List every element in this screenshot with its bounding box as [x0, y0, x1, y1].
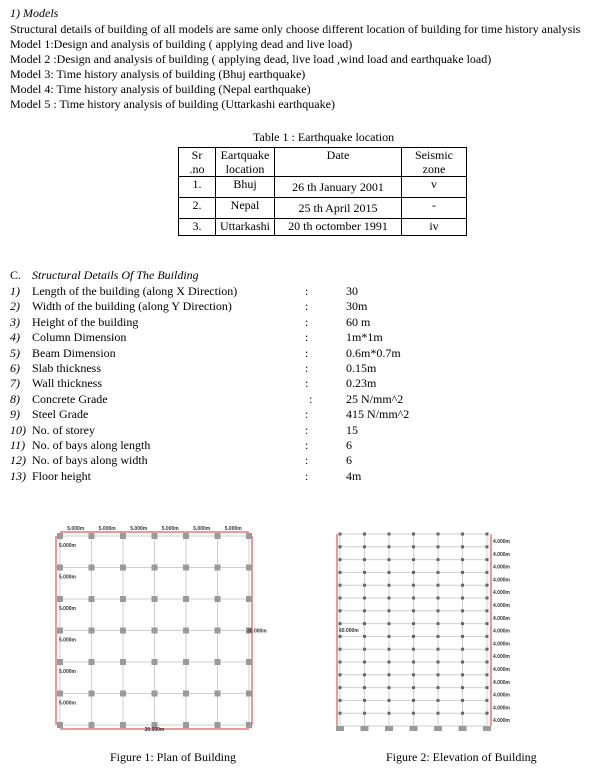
elevation-node [461, 699, 464, 702]
plan-column-node [215, 628, 221, 634]
elevation-node [461, 635, 464, 638]
detail-separator: : [305, 330, 309, 345]
elevation-dimension-label: 4.000m [493, 615, 510, 622]
model-item: Model 4: Time history analysis of building (Nepal earthquake) [10, 82, 311, 96]
elevation-dimension-label: 4.000m [493, 692, 510, 699]
elevation-node [339, 661, 342, 664]
table-row [179, 198, 467, 219]
table-header-row [179, 148, 467, 177]
plan-column-node [89, 691, 95, 697]
elevation-node [437, 584, 440, 587]
table-cell: Bhuj [216, 177, 275, 198]
detail-label: No. of bays along width [32, 453, 148, 468]
header-cell: Eartquake location [216, 148, 275, 177]
elevation-node [486, 533, 489, 536]
elevation-dimension-label: 4.000m [493, 667, 510, 673]
detail-value: 6 [346, 438, 352, 452]
detail-separator: : [309, 391, 313, 406]
elevation-node [388, 558, 391, 561]
detail-number: 13) [10, 468, 26, 483]
elevation-node [412, 673, 415, 676]
elevation-dimension-label: 4.000m [493, 539, 510, 545]
detail-label: Column Dimension [32, 330, 127, 345]
elevation-node [339, 635, 342, 638]
elevation-node [363, 635, 366, 638]
header-cell: Date [275, 148, 402, 177]
elevation-node [388, 673, 391, 676]
elevation-node [486, 622, 489, 625]
detail-number: 4) [10, 330, 20, 345]
elevation-node [461, 571, 464, 574]
elevation-node [339, 699, 342, 702]
detail-number: 10) [10, 422, 26, 437]
elevation-dimension-label: 4.000m [493, 679, 510, 686]
elevation-dimension-label: 4.000m [493, 705, 510, 712]
plan-dimension-label: 5.000m [59, 637, 76, 644]
header-cell: Sr .no [179, 148, 216, 177]
elevation-node [437, 648, 440, 651]
elevation-node [412, 597, 415, 600]
plan-column-node [89, 596, 95, 602]
plan-dimension-label: 5.000m [59, 669, 76, 675]
table-cell: 2. [179, 198, 216, 219]
plan-column-node [152, 565, 158, 571]
plan-column-node [183, 659, 189, 665]
elevation-node [461, 648, 464, 651]
plan-figure [52, 526, 267, 738]
detail-label: Height of the building [32, 314, 139, 329]
table-cell: - [402, 198, 467, 219]
elevation-node [412, 571, 415, 574]
elevation-node [363, 686, 366, 689]
plan-column-node [57, 628, 63, 634]
detail-label: Wall thickness [32, 376, 103, 391]
elevation-node [339, 571, 342, 574]
elevation-node [363, 673, 366, 676]
elevation-node [363, 699, 366, 702]
detail-number: 2) [10, 299, 20, 314]
plan-column-node [183, 596, 189, 602]
detail-separator: : [305, 361, 309, 375]
plan-column-node [246, 691, 252, 697]
detail-label: No. of storey [32, 422, 95, 437]
detail-label: Width of the building (along Y Direction) [32, 299, 232, 314]
elevation-dimension-label: 4.000m [493, 628, 510, 635]
elevation-node [412, 622, 415, 625]
elevation-node [339, 622, 342, 625]
detail-value: 30m [346, 299, 368, 314]
detail-label: Steel Grade [32, 407, 89, 422]
elevation-node [437, 686, 440, 689]
detail-separator: : [305, 299, 309, 314]
structural-heading: C. Structural Details Of The Building [10, 268, 199, 282]
elevation-node [339, 545, 342, 548]
plan-column-node [152, 628, 158, 634]
elevation-node [388, 712, 391, 715]
elevation-node [388, 686, 391, 689]
detail-label: Length of the building (along X Direction) [32, 284, 238, 298]
support-icon [410, 726, 418, 731]
plan-column-node [246, 659, 252, 665]
plan-column-node [57, 565, 63, 571]
elevation-node [339, 558, 342, 561]
detail-value: 0.23m [346, 376, 377, 391]
elevation-node [412, 635, 415, 638]
elevation-node [339, 597, 342, 600]
elevation-node [388, 622, 391, 625]
elevation-node [486, 609, 489, 612]
elevation-node [388, 584, 391, 587]
detail-separator: : [305, 422, 309, 437]
elevation-node [363, 597, 366, 600]
plan-column-node [246, 596, 252, 602]
plan-dimension-label: 5.000m [130, 526, 148, 532]
elevation-node [388, 661, 391, 664]
elevation-node [363, 533, 366, 536]
plan-column-node [120, 722, 126, 728]
elevation-node [412, 609, 415, 612]
elevation-node [412, 712, 415, 715]
table-cell: 25 th April 2015 [275, 198, 402, 219]
elevation-node [461, 661, 464, 664]
elevation-node [437, 609, 440, 612]
plan-column-node [215, 659, 221, 665]
detail-separator: : [305, 407, 309, 422]
detail-separator: : [305, 376, 309, 391]
figure2-caption: Figure 2: Elevation of Building [386, 750, 537, 764]
elevation-node [486, 558, 489, 561]
elevation-node [461, 584, 464, 587]
earthquake-table [178, 147, 467, 236]
plan-column-node [246, 533, 252, 539]
elevation-node [437, 622, 440, 625]
detail-number: 9) [10, 407, 20, 422]
plan-column-node [215, 691, 221, 697]
elevation-node [339, 686, 342, 689]
detail-value: 4m [346, 468, 362, 483]
detail-value: 0.15m [346, 361, 377, 375]
detail-separator: : [305, 453, 309, 468]
elevation-node [412, 558, 415, 561]
detail-number: 11) [10, 438, 26, 452]
models-intro: Structural details of building of all models are same only choose different location of building for time history analysis [10, 22, 581, 36]
plan-column-node [246, 722, 252, 728]
detail-label: No. of bays along length [32, 438, 151, 452]
plan-dimension-label: 30.000m [144, 727, 165, 733]
elevation-node [437, 571, 440, 574]
elevation-node [388, 571, 391, 574]
elevation-node [363, 584, 366, 587]
elevation-node [437, 635, 440, 638]
detail-number: 5) [10, 345, 20, 360]
plan-column-node [183, 533, 189, 539]
elevation-dimension-label: 4.000m [493, 564, 510, 571]
elevation-node [461, 712, 464, 715]
detail-number: 7) [10, 376, 20, 391]
support-icon [336, 726, 344, 731]
elevation-node [412, 533, 415, 536]
elevation-node [363, 558, 366, 561]
elevation-node [388, 648, 391, 651]
plan-column-node [152, 533, 158, 539]
plan-column-node [183, 691, 189, 697]
detail-value: 1m*1m [346, 330, 383, 345]
plan-column-node [120, 565, 126, 571]
detail-label: Concrete Grade [32, 391, 108, 406]
detail-label: Slab thickness [32, 361, 101, 375]
support-icon [459, 726, 467, 731]
elevation-node [363, 545, 366, 548]
detail-separator: : [305, 284, 309, 298]
plan-column-node [89, 533, 95, 539]
figure1-caption: Figure 1: Plan of Building [110, 750, 236, 764]
detail-value: 15 [346, 422, 358, 437]
detail-value: 415 N/mm^2 [346, 407, 410, 422]
plan-column-node [120, 596, 126, 602]
detail-value: 30 [346, 284, 358, 298]
detail-separator: : [305, 345, 309, 360]
table-cell: iv [402, 219, 467, 236]
detail-separator: : [305, 314, 309, 329]
table-cell: Nepal [216, 198, 275, 219]
detail-separator: : [305, 468, 309, 483]
elevation-node [388, 635, 391, 638]
plan-column-node [246, 565, 252, 571]
elevation-node [486, 571, 489, 574]
support-icon [483, 726, 491, 731]
elevation-node [412, 648, 415, 651]
elevation-node [339, 609, 342, 612]
plan-dimension-label: 5.000m [161, 526, 179, 532]
elevation-node [437, 712, 440, 715]
elevation-node [486, 545, 489, 548]
elevation-node [486, 673, 489, 676]
detail-number: 8) [10, 391, 20, 406]
plan-dimension-label: 5.000m [224, 526, 242, 532]
plan-column-node [57, 722, 63, 728]
elevation-node [461, 597, 464, 600]
elevation-node [339, 533, 342, 536]
detail-number: 12) [10, 453, 26, 468]
plan-column-node [57, 533, 63, 539]
elevation-node [461, 533, 464, 536]
plan-dimension-label: 30.000m [247, 628, 267, 635]
model-item: Model 1:Design and analysis of building ( applying dead and live load) [10, 37, 353, 51]
elevation-node [461, 622, 464, 625]
table-cell: 26 th January 2001 [275, 177, 402, 198]
support-icon [361, 726, 369, 731]
plan-column-node [215, 565, 221, 571]
elevation-dimension-label: 4.000m [493, 603, 510, 609]
model-item: Model 5 : Time history analysis of building (Uttarkashi earthquake) [10, 97, 335, 111]
elevation-node [363, 648, 366, 651]
elevation-node [388, 699, 391, 702]
plan-column-node [120, 659, 126, 665]
elevation-node [486, 712, 489, 715]
plan-dimension-label: 5.000m [193, 526, 211, 532]
plan-column-node [57, 691, 63, 697]
elevation-node [461, 558, 464, 561]
elevation-node [339, 712, 342, 715]
detail-number: 1) [10, 284, 20, 298]
elevation-node [486, 661, 489, 664]
detail-label: Floor height [32, 468, 91, 483]
elevation-node [486, 686, 489, 689]
elevation-node [363, 609, 366, 612]
detail-label: Beam Dimension [32, 345, 116, 360]
elevation-node [339, 584, 342, 587]
plan-column-node [120, 691, 126, 697]
elevation-node [486, 584, 489, 587]
plan-dimension-label: 5.000m [59, 606, 76, 612]
elevation-node [388, 533, 391, 536]
plan-column-node [89, 628, 95, 634]
plan-column-node [152, 691, 158, 697]
elevation-node [388, 597, 391, 600]
plan-column-node [152, 596, 158, 602]
detail-separator: : [305, 438, 309, 452]
detail-number: 6) [10, 361, 20, 375]
table-row [179, 177, 467, 198]
elevation-node [461, 609, 464, 612]
elevation-node [412, 699, 415, 702]
table-row [179, 219, 467, 236]
plan-column-node [120, 628, 126, 634]
plan-column-node [57, 596, 63, 602]
elevation-node [388, 545, 391, 548]
elevation-node [363, 712, 366, 715]
models-heading: 1) Models [10, 6, 59, 20]
elevation-node [486, 699, 489, 702]
detail-value: 0.6m*0.7m [346, 345, 401, 360]
elevation-node [412, 545, 415, 548]
elevation-dimension-label: 60.000m [339, 628, 359, 634]
plan-column-node [183, 565, 189, 571]
detail-value: 60 m [346, 314, 371, 329]
plan-dimension-label: 5.000m [67, 526, 85, 532]
table-cell: Uttarkashi [216, 219, 275, 236]
plan-column-node [89, 659, 95, 665]
plan-column-node [57, 659, 63, 665]
elevation-node [412, 584, 415, 587]
elevation-dimension-label: 4.000m [493, 654, 510, 661]
model-item: Model 2 :Design and analysis of building ( applying dead, live load ,wind load and earthquake load) [10, 52, 492, 66]
elevation-node [486, 648, 489, 651]
plan-column-node [215, 533, 221, 539]
table-cell: 20 th octomber 1991 [275, 219, 402, 236]
plan-column-node [89, 722, 95, 728]
table-cell: 3. [179, 219, 216, 236]
elevation-node [486, 597, 489, 600]
detail-value: 6 [346, 453, 352, 468]
elevation-node [363, 622, 366, 625]
plan-column-node [120, 533, 126, 539]
header-cell: Seismic zone [402, 148, 467, 177]
elevation-node [412, 661, 415, 664]
elevation-node [437, 533, 440, 536]
elevation-node [437, 545, 440, 548]
support-icon [385, 726, 393, 731]
plan-drawing [52, 526, 267, 738]
elevation-node [461, 545, 464, 548]
plan-column-node [183, 628, 189, 634]
model-item: Model 3: Time history analysis of building (Bhuj earthquake) [10, 67, 306, 81]
elevation-drawing [332, 526, 532, 738]
plan-dimension-label: 5.000m [59, 700, 76, 707]
plan-column-node [152, 659, 158, 665]
elevation-node [339, 673, 342, 676]
elevation-node [461, 673, 464, 676]
elevation-dimension-label: 4.000m [493, 551, 510, 558]
plan-dimension-label: 5.000m [98, 526, 116, 532]
plan-column-node [183, 722, 189, 728]
elevation-dimension-label: 4.000m [493, 590, 510, 597]
elevation-node [363, 661, 366, 664]
plan-column-node [215, 722, 221, 728]
plan-column-node [215, 596, 221, 602]
plan-dimension-label: 5.000m [59, 574, 76, 581]
plan-column-node [89, 565, 95, 571]
elevation-dimension-label: 4.000m [493, 577, 510, 584]
detail-number: 3) [10, 314, 20, 329]
elevation-figure [332, 526, 532, 738]
elevation-node [437, 673, 440, 676]
elevation-node [363, 571, 366, 574]
support-icon [434, 726, 442, 731]
table-cell: v [402, 177, 467, 198]
elevation-node [461, 686, 464, 689]
detail-value: 25 N/mm^2 [346, 391, 404, 406]
elevation-node [437, 597, 440, 600]
elevation-node [437, 699, 440, 702]
elevation-dimension-label: 4.000m [493, 718, 510, 725]
table-cell: 1. [179, 177, 216, 198]
elevation-dimension-label: 4.000m [493, 641, 510, 648]
elevation-node [388, 609, 391, 612]
plan-dimension-label: 5.000m [59, 543, 76, 549]
table-caption: Table 1 : Earthquake location [253, 130, 395, 144]
elevation-node [486, 635, 489, 638]
elevation-node [412, 686, 415, 689]
elevation-node [437, 661, 440, 664]
elevation-node [437, 558, 440, 561]
elevation-node [339, 648, 342, 651]
